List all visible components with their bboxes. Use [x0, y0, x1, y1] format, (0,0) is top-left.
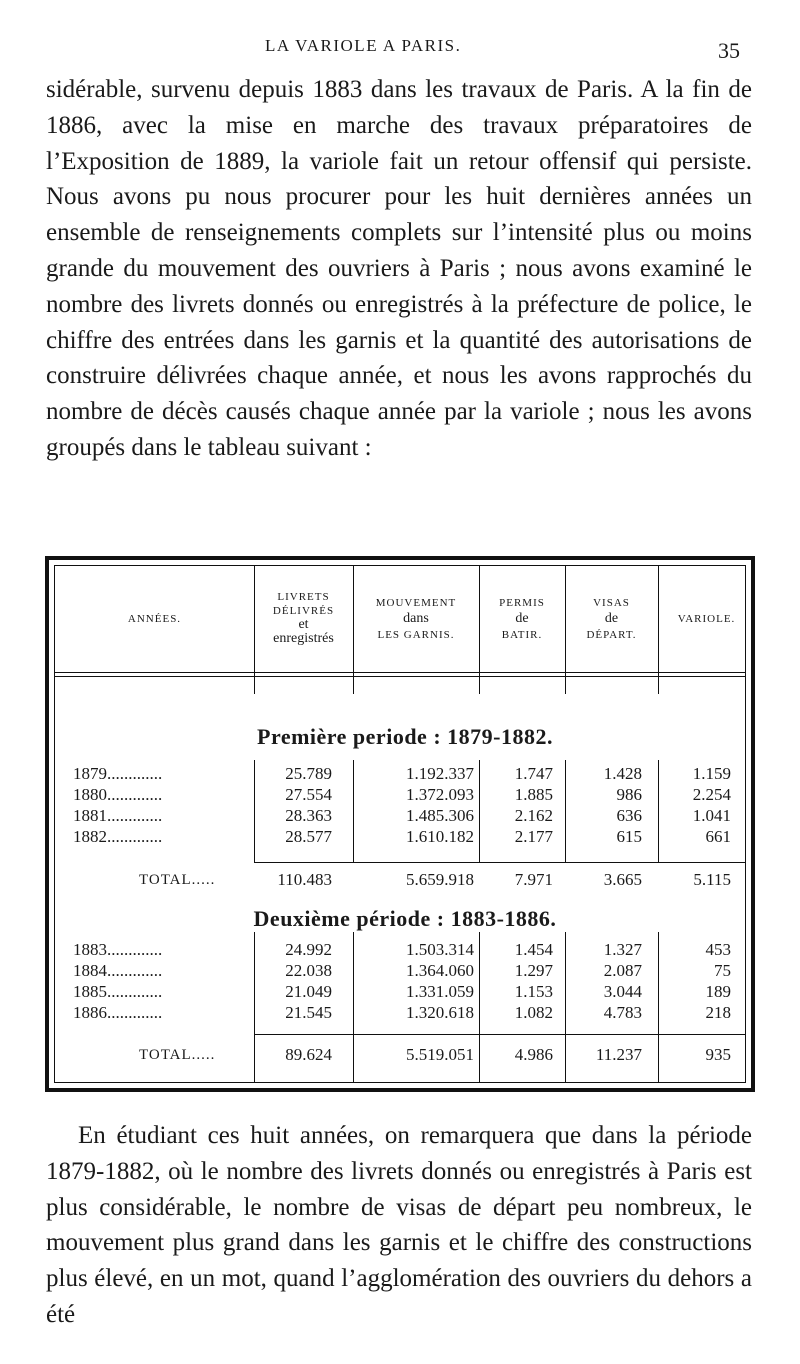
mouvement-value: 1.372.093 — [406, 785, 474, 804]
header-mouvement-line: LES GARNIS. — [377, 629, 455, 641]
total-label: TOTAL..... — [139, 872, 216, 888]
visas-value: 615 — [616, 827, 642, 846]
column-divider — [565, 932, 566, 1082]
column-divider — [479, 760, 480, 862]
livrets-value: 21.545 — [285, 1003, 332, 1022]
permis-value: 1.885 — [514, 785, 553, 804]
year-label: 1881............. — [73, 806, 163, 825]
header-permis-line: PERMIS — [499, 597, 545, 609]
livrets-value: 24.992 — [285, 940, 332, 959]
mouvement-value: 1.610.182 — [406, 827, 474, 846]
header-visas-line: DÉPART. — [586, 629, 637, 641]
column-divider — [658, 760, 659, 862]
header-livrets-line: enregistrés — [273, 631, 334, 646]
mouvement-value: 1.192.337 — [406, 764, 474, 783]
visas-value: 3.044 — [603, 982, 642, 1001]
total-mouvement: 5.659.918 — [406, 870, 474, 889]
column-divider — [479, 932, 480, 1082]
permis-value: 1.297 — [514, 961, 553, 980]
total-mouvement: 5.519.051 — [406, 1045, 474, 1064]
total-visas: 11.237 — [595, 1045, 642, 1064]
column-divider — [565, 760, 566, 862]
total-livrets: 89.624 — [285, 1045, 332, 1064]
year-label: 1880............. — [73, 785, 163, 804]
running-head — [0, 30, 800, 63]
permis-value: 2.177 — [514, 827, 553, 846]
header-livrets-line: et — [298, 617, 309, 632]
visas-value: 2.087 — [603, 961, 642, 980]
period-title: Première periode : 1879-1882. — [257, 724, 553, 749]
year-label: 1879............. — [73, 764, 163, 783]
header-permis — [479, 596, 565, 642]
livrets-value: 28.363 — [285, 806, 332, 825]
mouvement-value: 1.485.306 — [406, 806, 474, 825]
header-livrets-line: DÉLIVRÉS — [272, 605, 335, 617]
mouvement-value: 1.364.060 — [406, 961, 474, 980]
column-divider — [353, 932, 354, 1082]
header-variole: VARIOLE. — [677, 613, 736, 625]
visas-value: 1.428 — [603, 764, 642, 783]
total-permis: 4.986 — [514, 1045, 553, 1064]
permis-value: 1.747 — [514, 764, 553, 783]
permis-value: 1.082 — [514, 1003, 553, 1022]
header-rule — [55, 672, 745, 673]
permis-value: 1.454 — [514, 940, 553, 959]
variole-value: 1.159 — [692, 764, 731, 783]
total-label: TOTAL..... — [139, 1047, 216, 1063]
header-livrets — [254, 590, 353, 646]
year-label: 1882............. — [73, 827, 163, 846]
variole-value: 75 — [714, 961, 731, 980]
total-livrets: 110.483 — [277, 870, 332, 889]
header-mouvement-line: MOUVEMENT — [375, 597, 457, 609]
visas-value: 4.783 — [603, 1003, 642, 1022]
visas-value: 986 — [616, 785, 642, 804]
header-mouvement — [353, 596, 479, 642]
visas-value: 1.327 — [603, 940, 642, 959]
paragraph-intro: sidérable, survenu depuis 1883 dans les travaux de Paris. A la fin de 1886, avec la mise en marche des travaux préparatoires de l’Exposition de 1889, la variole fait un retour offensif qui persiste. Nous avons pu nous procurer pour les huit dernières années un ensemble de renseignements complets sur l’intensité plus ou moins grande du mouvement des ouvriers à Paris ; nous avons examiné le nombre des livrets donnés ou enregistrés à la préfecture de police, le chiffre des entrées dans les garnis et la quantité des autorisations de construire délivrées chaque année, et nous les avons rapprochés du nombre de décès causés chaque année par la variole ; nous les avons groupés dans le tableau suivant : — [46, 76, 752, 461]
variole-value: 453 — [705, 940, 731, 959]
header-permis-line: de — [515, 611, 529, 626]
period-title: Deuxième période : 1883-1886. — [253, 906, 557, 931]
total-permis: 7.971 — [514, 870, 553, 889]
mouvement-value: 1.503.314 — [406, 940, 474, 959]
permis-value: 2.162 — [514, 806, 553, 825]
statistics-table — [45, 556, 755, 1092]
visas-value: 636 — [616, 806, 642, 825]
livrets-value: 22.038 — [285, 961, 332, 980]
livrets-value: 25.789 — [285, 764, 332, 783]
running-title: LA VARIOLE A PARIS. — [265, 36, 462, 55]
year-label: 1884............. — [73, 961, 163, 980]
header-annees: ANNÉES. — [127, 613, 182, 625]
total-variole: 5.115 — [693, 870, 731, 889]
livrets-value: 21.049 — [285, 982, 332, 1001]
header-mouvement-line: dans — [403, 611, 429, 626]
header-visas-line: VISAS — [593, 597, 630, 609]
column-divider — [353, 760, 354, 862]
header-rule — [55, 676, 745, 677]
variole-value: 1.041 — [692, 806, 731, 825]
total-variole: 935 — [705, 1045, 731, 1064]
permis-value: 1.153 — [514, 982, 553, 1001]
variole-value: 218 — [705, 1003, 731, 1022]
mouvement-value: 1.320.618 — [406, 1003, 474, 1022]
variole-value: 189 — [705, 982, 731, 1001]
table-inner-frame — [54, 565, 746, 1083]
column-divider — [254, 760, 255, 862]
year-label: 1883............. — [73, 940, 163, 959]
total-visas: 3.665 — [603, 870, 642, 889]
variole-value: 2.254 — [692, 785, 731, 804]
header-visas — [565, 596, 658, 642]
page-number: 35 — [718, 38, 740, 63]
header-livrets-line: LIVRETS — [277, 591, 330, 603]
total-rule — [254, 1034, 745, 1035]
year-label: 1886............. — [73, 1003, 163, 1022]
paragraph-analysis: En étudiant ces huit années, on remarquera que dans la période 1879-1882, où le nombre des livrets donnés ou enregistrés à Paris est plus considérable, le nombre de visas de départ peu nombreux, le mouvement plus grand dans les garnis et le chiffre des constructions plus élevé, en un mot, quand l’agglomération des ouvriers du dehors a été — [46, 1122, 752, 1328]
variole-value: 661 — [705, 827, 731, 846]
year-label: 1885............. — [73, 982, 163, 1001]
livrets-value: 27.554 — [285, 785, 332, 804]
mouvement-value: 1.331.059 — [406, 982, 474, 1001]
header-permis-line: BATIR. — [501, 629, 543, 641]
livrets-value: 28.577 — [285, 827, 332, 846]
column-divider — [658, 932, 659, 1082]
header-visas-line: de — [604, 611, 619, 626]
total-rule — [254, 862, 745, 863]
column-divider — [658, 566, 659, 694]
